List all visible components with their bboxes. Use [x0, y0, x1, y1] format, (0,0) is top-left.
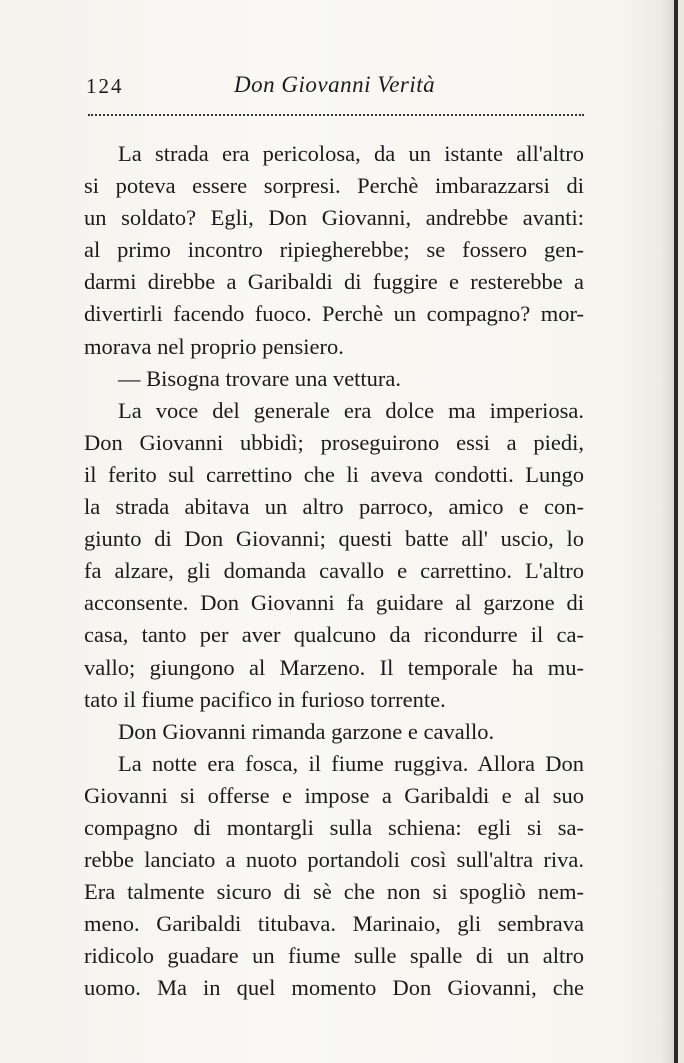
text-line: tato il fiume pacifico in furioso torrente. — [84, 686, 446, 712]
running-title: Don Giovanni Verità — [234, 72, 436, 97]
text-line: rebbe lanciato a nuoto portandoli così sull'altra riva. — [84, 847, 584, 873]
text-line: il ferito sul carrettino che li aveva condotti. Lungo — [84, 461, 584, 487]
text-line: — Bisogna trovare una vettura. — [118, 365, 402, 391]
text-line: divertirli facendo fuoco. Perchè un compagno? mor- — [84, 301, 584, 327]
page-number: 124 — [86, 74, 124, 98]
text-line: fa alzare, gli domanda cavallo e carrettino. L'altro — [84, 558, 584, 584]
text-line: la strada abitava un altro parroco, amico e con- — [84, 494, 584, 520]
text-line: Don Giovanni ubbidì; proseguirono essi a piedi, — [84, 429, 584, 455]
text-line: La strada era pericolosa, da un istante all'altro — [118, 141, 584, 166]
text-line: La voce del generale era dolce ma imperiosa. — [118, 397, 584, 423]
text-line: Giovanni si offerse e impose a Garibaldi e al suo — [84, 782, 584, 808]
text-line: si poteva essere sorpresi. Perchè imbarazzarsi di — [84, 173, 584, 199]
header-divider — [88, 114, 584, 116]
text-line: Don Giovanni rimanda garzone e cavallo. — [118, 718, 495, 744]
text-line: darmi direbbe a Garibaldi di fuggire e resterebbe a — [84, 269, 584, 295]
text-line: Era talmente sicuro di sè che non si spogliò nem- — [84, 879, 584, 905]
text-line: La notte era fosca, il fiume ruggiva. Allora Don — [118, 750, 584, 776]
page-edge-shadow — [660, 0, 674, 1063]
body-text — [84, 138, 584, 1005]
text-line: acconsente. Don Giovanni fa guidare al garzone di — [84, 590, 584, 616]
text-line: al primo incontro ripiegherebbe; se fossero gen- — [84, 237, 584, 263]
text-line: casa, tanto per aver qualcuno da ricondurre il ca- — [84, 622, 584, 648]
text-line: giunto di Don Giovanni; questi batte all' uscio, lo — [84, 526, 584, 552]
running-header — [86, 66, 586, 106]
page-edge — [674, 0, 678, 1063]
text-line: un soldato? Egli, Don Giovanni, andrebbe avanti: — [84, 205, 584, 231]
text-line: vallo; giungono al Marzeno. Il temporale ha mu- — [84, 654, 584, 680]
text-line: morava nel proprio pensiero. — [84, 333, 344, 359]
text-line: ridicolo guadare un fiume sulle spalle di un altro — [84, 943, 584, 969]
text-line: meno. Garibaldi titubava. Marinaio, gli sembrava — [84, 911, 584, 937]
text-line: uomo. Ma in quel momento Don Giovanni, che — [84, 975, 584, 1001]
text-line: compagno di montargli sulla schiena: egli si sa- — [84, 814, 584, 840]
